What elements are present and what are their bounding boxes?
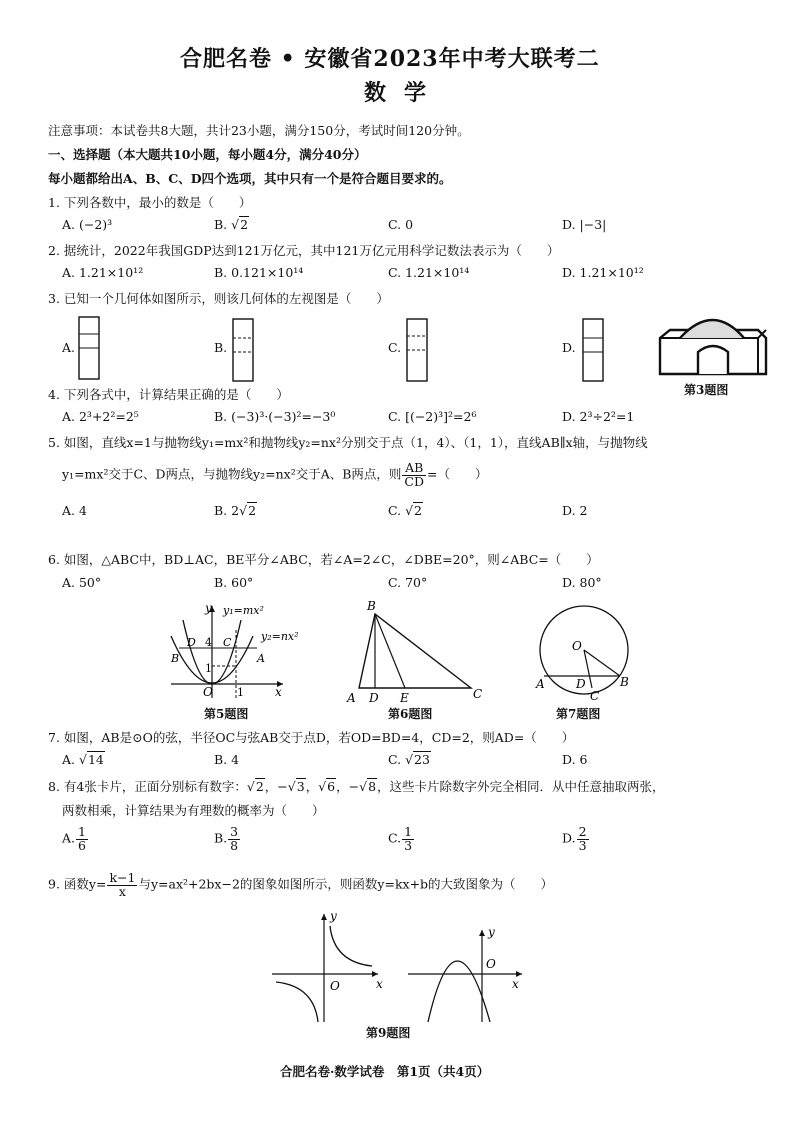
fig6-point-a: A <box>347 691 356 705</box>
q8-option-c: C. $\frac{1}{3}$ <box>388 824 413 853</box>
figure-6 <box>345 598 495 708</box>
fig9-right-o: O <box>486 957 496 971</box>
fig6-point-b: B <box>367 599 376 613</box>
fig7-center-o: O <box>572 639 582 653</box>
q6-option-c: C. 70° <box>388 575 428 590</box>
fig5-caption: 第5题图 <box>204 707 249 721</box>
notice: 注意事项：本试卷共8大题，共计23小题，满分150分，考试时间120分钟。 <box>48 123 470 138</box>
q3-option-c-figure <box>406 318 428 382</box>
fig9-left-x: x <box>376 977 383 991</box>
fig7-point-d: D <box>576 677 586 691</box>
fig7-point-c: C <box>590 689 600 703</box>
figure-7 <box>530 598 640 708</box>
q3-option-a: A. <box>62 340 76 355</box>
q3-option-d-figure <box>582 318 604 382</box>
q3-option-c: C. <box>388 340 402 355</box>
q3-option-b-figure <box>232 318 254 382</box>
q7-stem: 7. 如图，AB是⊙O的弦，半径OC与弦AB交于点D，若OD=BD=4，CD=2，则AD=（ ） <box>48 730 575 745</box>
fig5-y-label: y <box>205 601 212 615</box>
q2-option-d: D. 1.21×10¹² <box>562 265 644 280</box>
q1-option-a: A. (−2)³ <box>62 217 113 232</box>
q6-option-d: D. 80° <box>562 575 602 590</box>
q4-option-d: D. 2³÷2²=1 <box>562 409 635 424</box>
fig9-left-o: O <box>330 979 340 993</box>
fig5-origin: O <box>203 685 213 699</box>
section-1-title: 一、选择题（本大题共10小题，每小题4分，满分40分） <box>48 147 367 162</box>
q5-line1: 5. 如图，直线x=1与抛物线y₁=mx²和抛物线y₂=nx²分别交于点（1，4）、（1，1），直线AB∥x轴，与抛物线 <box>48 435 648 450</box>
q3-solid-figure <box>658 318 768 376</box>
q2-option-c: C. 1.21×10¹⁴ <box>388 265 470 280</box>
q2-stem: 2. 据统计，2022年我国GDP达到121万亿元，其中121万亿元用科学记数法表示为（ ） <box>48 243 560 258</box>
subject-title: 数学 <box>364 80 445 106</box>
fig5-point-b: B <box>171 652 180 665</box>
q3-option-a-figure <box>78 316 100 380</box>
q8-option-b: B. $\frac{3}{8}$ <box>214 824 239 853</box>
q6-stem: 6. 如图，△ABC中，BD⊥AC，BE平分∠ABC，若∠A=2∠C，∠DBE=20°，则∠ABC=（ ） <box>48 552 599 567</box>
fig9-right-x: x <box>512 977 519 991</box>
fig5-point-c: C <box>223 636 232 649</box>
fig7-point-a: A <box>536 677 545 691</box>
q3-option-d: D. <box>562 340 576 355</box>
figure-9 <box>268 906 528 1024</box>
q7-option-a: A. √14 <box>62 752 104 767</box>
exam-title: 合肥名卷 • 安徽省2023年中考大联考二 <box>180 46 600 72</box>
fig9-right-y: y <box>488 925 495 939</box>
fig9-caption: 第9题图 <box>366 1026 411 1040</box>
q2-option-b: B. 0.121×10¹⁴ <box>214 265 304 280</box>
fig6-point-e: E <box>400 691 409 705</box>
q8-option-d: D. $\frac{2}{3}$ <box>562 824 587 853</box>
page-footer: 合肥名卷·数学试卷 第1页（共4页） <box>280 1064 490 1079</box>
fig5-tick-4: 4 <box>205 636 212 649</box>
q7-option-c: C. √23 <box>388 752 430 767</box>
q4-option-b: B. (−3)³·(−3)²=−3⁰ <box>214 409 336 424</box>
q7-option-b: B. 4 <box>214 752 240 767</box>
q6-option-a: A. 50° <box>62 575 102 590</box>
q7-option-d: D. 6 <box>562 752 588 767</box>
fig6-point-d: D <box>369 691 379 705</box>
section-1-instruction: 每小题都给出A、B、C、D四个选项，其中只有一个是符合题目要求的。 <box>48 171 452 186</box>
q3-stem: 3. 已知一个几何体如图所示，则该几何体的左视图是（ ） <box>48 291 389 306</box>
q1-option-d: D. |−3| <box>562 217 607 232</box>
fig5-tick-x1: 1 <box>237 686 244 699</box>
q3-figure-caption: 第3题图 <box>684 383 729 397</box>
q5-option-d: D. 2 <box>562 503 588 518</box>
q5-option-a: A. 4 <box>62 503 87 518</box>
fig6-point-c: C <box>473 687 483 701</box>
fig5-y1-label: y₁=mx² <box>223 604 264 617</box>
q5-option-b: B. 2√2 <box>214 503 257 518</box>
fig7-point-b: B <box>620 675 629 689</box>
fig5-y2-label: y₂=nx² <box>261 630 299 643</box>
q5-option-c: C. √2 <box>388 503 422 518</box>
q6-option-b: B. 60° <box>214 575 254 590</box>
figure-5 <box>165 600 315 700</box>
fig7-caption: 第7题图 <box>556 707 601 721</box>
q1-option-c: C. 0 <box>388 217 414 232</box>
fig5-x-label: x <box>275 685 282 699</box>
fig6-caption: 第6题图 <box>388 707 433 721</box>
q4-option-a: A. 2³+2²=2⁵ <box>62 409 139 424</box>
q1-option-b: B. √2 <box>214 217 249 232</box>
q4-stem: 4. 下列各式中，计算结果正确的是（ ） <box>48 387 289 402</box>
fig5-point-d: D <box>187 636 196 649</box>
q4-option-c: C. [(−2)³]²=2⁶ <box>388 409 477 424</box>
q5-line2: y₁=mx²交于C、D两点，与抛物线y₂=nx²交于A、B两点，则 $\frac{AB}{CD}$ =（ ） <box>62 460 488 489</box>
q1-stem: 1. 下列各数中，最小的数是（ ） <box>48 195 252 210</box>
q3-option-b: B. <box>214 340 228 355</box>
q8-option-a: A. $\frac{1}{6}$ <box>62 824 86 853</box>
fig5-tick-1: 1 <box>205 662 212 675</box>
q8-line2: 两数相乘，计算结果为有理数的概率为（ ） <box>62 803 325 818</box>
q2-option-a: A. 1.21×10¹² <box>62 265 144 280</box>
fig9-left-y: y <box>330 909 337 923</box>
q8-line1: 8. 有4张卡片，正面分别标有数字：√2，−√3，√6，−√8，这些卡片除数字外完全相同．从中任意抽取两张， <box>48 779 665 794</box>
fig5-point-a: A <box>257 652 265 665</box>
q9-stem: 9. 函数y= $\frac{k-1}{x}$ 与y=ax²+2bx−2的图象如图所示，则函数y=kx+b的大致图象为（ ） <box>48 870 554 899</box>
